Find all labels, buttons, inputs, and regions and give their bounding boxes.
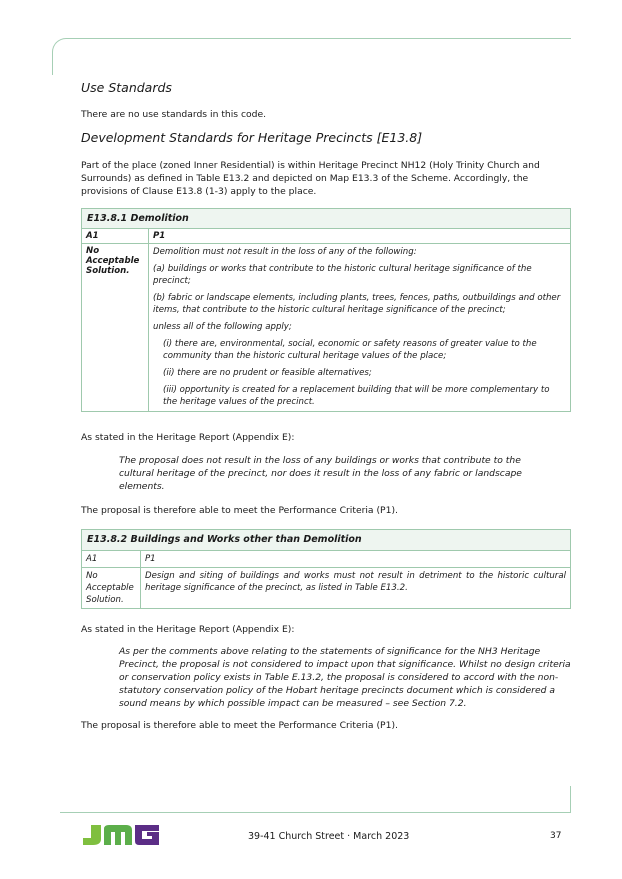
- development-standards-heading: Development Standards for Heritage Precincts [E13.8]: [81, 130, 423, 145]
- demolition-criteria-intro: Demolition must not result in the loss of any of the following:: [153, 247, 417, 257]
- heritage-report-quote-1: The proposal does not result in the loss of any buildings or works that contribute to the cultural heritage of the precinct, nor does it result in the loss of any fabric or landscape elements.: [119, 455, 522, 492]
- demolition-criteria-b: (b) fabric or landscape elements, including plants, trees, fences, paths, outbuildings and other items, that contribute to the historic cultural heritage significance of the precinct;: [153, 293, 561, 315]
- demolition-criteria-iii: (iii) opportunity is created for a replacement building that will be more complementary to the heritage values of the precinct.: [163, 385, 550, 407]
- demolition-table-title: E13.8.1 Demolition: [82, 209, 571, 229]
- conclusion-1: The proposal is therefore able to meet the Performance Criteria (P1).: [81, 505, 398, 516]
- bottom-frame-line: [60, 786, 571, 813]
- use-standards-heading: Use Standards: [81, 80, 172, 95]
- demolition-criteria-ii: (ii) there are no prudent or feasible alternatives;: [163, 368, 372, 378]
- footer-text: 39-41 Church Street · March 2023: [248, 831, 410, 842]
- heritage-report-quote-2: As per the comments above relating to the statements of significance for the NH3 Heritage Precinct, the proposal is not considered to impact upon that significance. Whilst no design criteria or conservation policy exists in Table E.13.2, the proposal is considered to accord with the non-statutory conservation policy of the Hobart heritage precincts document which is considered a sound means by which possible impact can be measured – see Section 7.2.: [119, 646, 571, 709]
- heritage-report-statement-1: As stated in the Heritage Report (Appendix E):: [81, 432, 295, 443]
- demolition-criteria-a: (a) buildings or works that contribute to the historic cultural heritage significance of the precinct;: [153, 264, 532, 286]
- page-number: 37: [550, 831, 562, 841]
- demolition-criteria-i: (i) there are, environmental, social, economic or safety reasons of greater value to the community than the historic cultural heritage values of the place;: [163, 339, 537, 361]
- heritage-report-statement-2: As stated in the Heritage Report (Appendix E):: [81, 624, 295, 635]
- buildings-works-table-title: E13.8.2 Buildings and Works other than Demolition: [82, 530, 571, 551]
- development-intro-paragraph: Part of the place (zoned Inner Residential) is within Heritage Precinct NH12 (Holy Trinity Church and Surrounds) as defined in Table E13.2 and depicted on Map E13.3 of the Scheme. Accordingly, the provisions of Clause E13.8 (1-3) apply to the place.: [81, 160, 540, 197]
- buildings-works-table: [81, 529, 571, 609]
- buildings-works-performance-criteria: Design and siting of buildings and works must not result in detriment to the historic cultural heritage significance of the precinct, as listed in Table E13.2.: [141, 568, 571, 609]
- buildings-works-acceptable-solution: No Acceptable Solution.: [82, 568, 141, 609]
- demolition-acceptable-solution-text: No Acceptable Solution.: [86, 246, 140, 276]
- demolition-table: [81, 208, 571, 412]
- demolition-criteria-unless: unless all of the following apply;: [153, 322, 292, 332]
- demolition-col-a-head: A1: [82, 229, 149, 244]
- demolition-col-b-head: P1: [149, 229, 571, 244]
- buildings-works-col-a-head: A1: [82, 551, 141, 568]
- use-standards-text: There are no use standards in this code.: [81, 109, 267, 120]
- demolition-performance-criteria: [149, 244, 571, 412]
- top-frame-line: [52, 38, 571, 75]
- demolition-acceptable-solution: [82, 244, 149, 412]
- buildings-works-col-b-head: P1: [141, 551, 571, 568]
- jmg-logo: [81, 823, 161, 847]
- conclusion-2: The proposal is therefore able to meet the Performance Criteria (P1).: [81, 720, 398, 731]
